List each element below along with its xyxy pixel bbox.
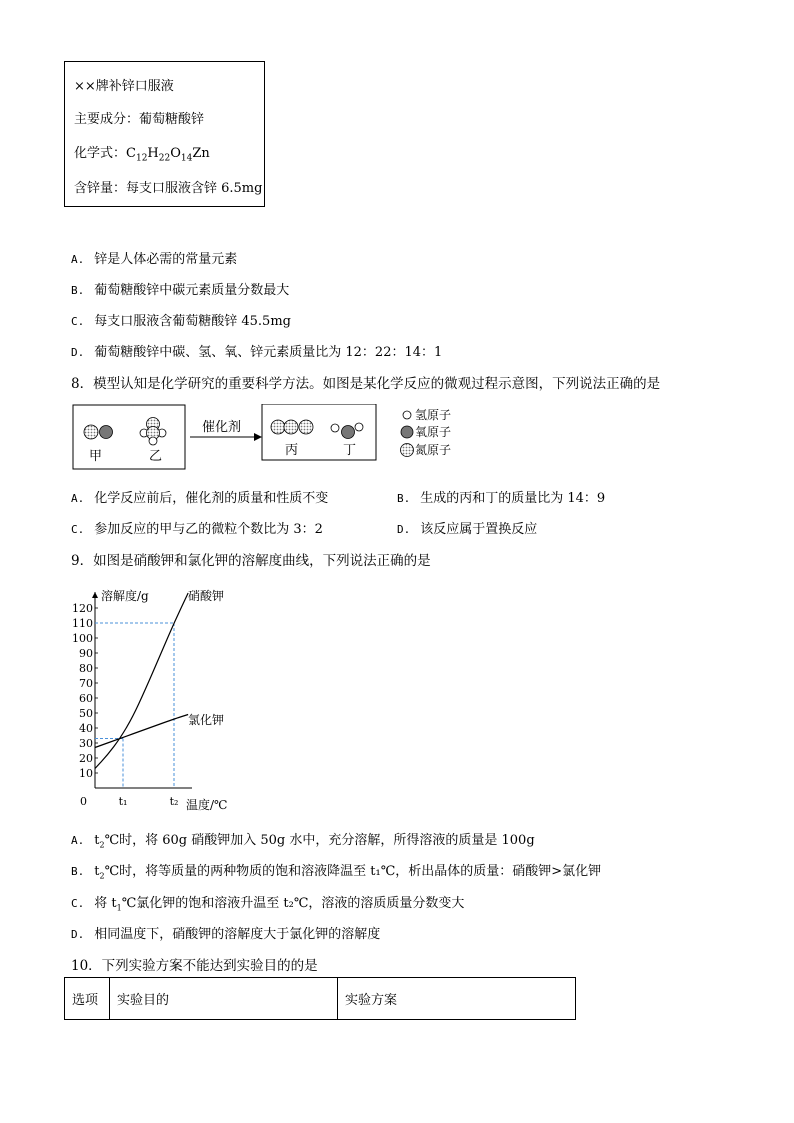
nitrogen-atom-icon: [84, 425, 98, 439]
q9-option-d: D. 相同温度下，硝酸钾的溶解度大于氯化钾的溶解度: [71, 927, 381, 942]
q9-option-b: B. $t_2℃$时，将等质量的两种物质的饱和溶液降温至 t₁℃，析出晶体的质量：硝酸钾>氯化钾: [71, 864, 602, 881]
nitrogen-atom-icon: [271, 420, 285, 434]
hydrogen-atom-icon: [355, 423, 363, 431]
header-option: 选项: [65, 978, 110, 1020]
y-tick-label: 20: [79, 752, 93, 765]
label-jia: 甲: [89, 449, 103, 464]
reaction-diagram: [72, 404, 492, 470]
y-tick-label: 10: [79, 767, 93, 780]
label-zinc-content: 含锌量：每支口服液含锌 6.5mg: [74, 181, 263, 196]
label-bing: 丙: [285, 443, 299, 458]
q8-option-c: C. 参加反应的甲与乙的微粒个数比为 3：2: [71, 522, 323, 537]
q7-option-d: D. 葡萄糖酸锌中碳、氢、氧、锌元素质量比为 12：22：14：1: [71, 345, 443, 360]
q7-option-c: C. 每支口服液含葡萄糖酸锌 45.5mg: [71, 314, 291, 329]
q9-option-a: A. $t_2℃$时，将 60g 硝酸钾加入 50g 水中，充分溶解，所得溶液的质量是 100g: [71, 833, 535, 850]
label-ingredient: 主要成分：葡萄糖酸锌: [74, 112, 205, 127]
q7-option-a: A. 锌是人体必需的常量元素: [71, 252, 238, 267]
q7-option-b: B. 葡萄糖酸锌中碳元素质量分数最大: [71, 283, 290, 298]
hydrogen-atom-icon: [149, 437, 157, 445]
supplement-label-box: [64, 61, 265, 207]
y-tick-label: 40: [79, 722, 93, 735]
experiment-table: [64, 977, 576, 1020]
hydrogen-legend-icon: [403, 411, 411, 419]
q9-option-c: C. 将 $t_1℃$氯化钾的饱和溶液升温至 t₂℃，溶液的溶质质量分数变大: [71, 896, 465, 913]
legend-oxygen: 氧原子: [415, 425, 452, 439]
hydrogen-atom-icon: [331, 424, 339, 432]
y-tick-label: 60: [79, 692, 93, 705]
x-tick-label-1: t₁: [118, 795, 128, 808]
origin-label: 0: [80, 795, 87, 808]
y-tick-label: 100: [72, 632, 93, 645]
label-ding: 丁: [343, 443, 357, 458]
nitrogen-atom-icon: [299, 420, 313, 434]
header-purpose: 实验目的: [110, 978, 338, 1020]
solubility-chart: [62, 580, 312, 815]
q8-option-a: A. 化学反应前后，催化剂的质量和性质不变: [71, 491, 329, 506]
oxygen-legend-icon: [401, 426, 413, 438]
label-formula: 化学式：$C_{12}H_{22}O_{14}Zn$: [74, 146, 210, 164]
legend-hydrogen: 氢原子: [415, 408, 452, 422]
table-header-row: [65, 978, 576, 1020]
q8-stem: 8．模型认知是化学研究的重要科学方法。如图是某化学反应的微观过程示意图，下列说法正确的是: [71, 376, 661, 392]
q10-stem: 10．下列实验方案不能达到实验目的的是: [71, 958, 318, 974]
nitrogen-atom-icon: [284, 420, 298, 434]
legend-nitrogen: 氮原子: [415, 443, 452, 457]
x-axis-label: 温度/℃: [186, 798, 228, 812]
catalyst-label: 催化剂: [202, 420, 242, 435]
series-label-potassium-chloride: 氯化钾: [188, 713, 225, 727]
y-tick-label: 80: [79, 662, 93, 675]
y-tick-label: 70: [79, 677, 93, 690]
y-axis-label: 溶解度/g: [101, 589, 149, 603]
q8-option-d: D. 该反应属于置换反应: [397, 522, 538, 537]
oxygen-atom-icon: [100, 426, 113, 439]
y-tick-label: 30: [79, 737, 93, 750]
y-axis-arrow: [92, 592, 98, 598]
label-title: ××牌补锌口服液: [74, 79, 174, 94]
q8-option-b: B. 生成的丙和丁的质量比为 14：9: [397, 491, 606, 506]
header-plan: 实验方案: [338, 978, 576, 1020]
series-label-potassium-nitrate: 硝酸钾: [188, 589, 225, 603]
label-yi: 乙: [149, 449, 163, 464]
nitrogen-legend-icon: [401, 444, 414, 457]
y-tick-label: 110: [72, 617, 93, 630]
y-tick-label: 120: [72, 602, 93, 615]
q9-stem: 9．如图是硝酸钾和氯化钾的溶解度曲线，下列说法正确的是: [71, 553, 431, 569]
x-tick-label-2: t₂: [169, 795, 179, 808]
oxygen-atom-icon: [342, 426, 355, 439]
y-tick-label: 90: [79, 647, 93, 660]
y-tick-label: 50: [79, 707, 93, 720]
